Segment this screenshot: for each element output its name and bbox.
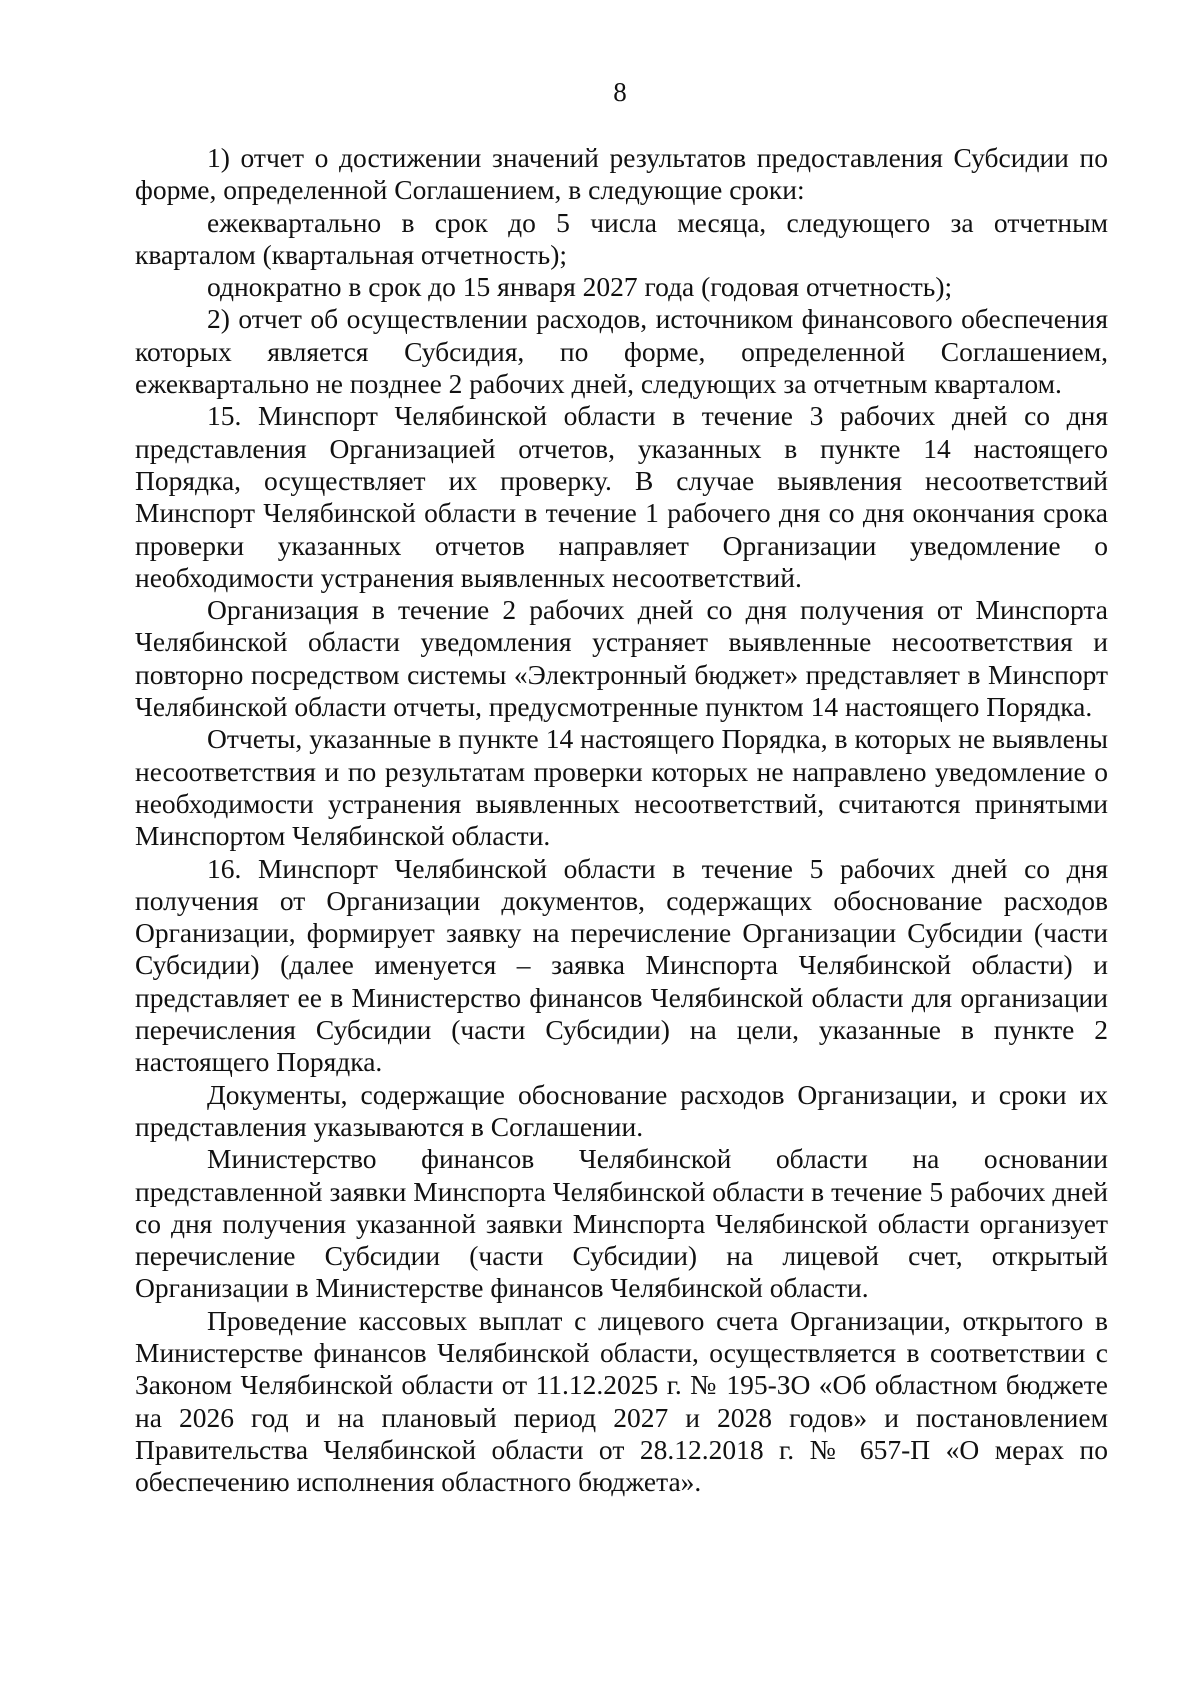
paragraph-clause-15: 15. Минспорт Челябинской области в течение 3 рабочих дней со дня представления Организацией отчетов, указанных в пункте 14 настоящего Порядка, осуществляет их проверку. В случае выявления несоответствий Минспорт Челябинской области в течение 1 рабочего дня со дня окончания срока проверки указанных отчетов направляет Организации уведомление о необходимости устранения выявленных несоответствий. xyxy=(135,400,1108,593)
document-body xyxy=(135,142,1108,1498)
paragraph-cash-payments: Проведение кассовых выплат с лицевого счета Организации, открытого в Министерстве финансов Челябинской области, осуществляется в соответствии с Законом Челябинской области от 11.12.2025 г. № 195-ЗО «Об областном бюджете на 2026 год и на плановый период 2027 и 2028 годов» и постановлением Правительства Челябинской области от 28.12.2018 г. № 657-П «О мерах по обеспечению исполнения областного бюджета». xyxy=(135,1304,1108,1498)
paragraph-reports-accepted: Отчеты, указанные в пункте 14 настоящего Порядка, в которых не выявлены несоответствия и по результатам проверки которых не направлено уведомление о необходимости устранения выявленных несоответствий, считаются принятыми Минспортом Челябинской области. xyxy=(135,723,1108,852)
paragraph-ministry-transfer: Министерство финансов Челябинской области на основании представленной заявки Минспорта Челябинской области в течение 5 рабочих дней со дня получения указанной заявки Минспорта Челябинской области организует перечисление Субсидии (части Субсидии) на лицевой счет, открытый Организации в Министерстве финансов Челябинской области. xyxy=(135,1143,1108,1304)
paragraph-supporting-documents: Документы, содержащие обоснование расходов Организации, и сроки их представления указываются в Соглашении. xyxy=(135,1078,1108,1142)
paragraph-clause-16: 16. Минспорт Челябинской области в течение 5 рабочих дней со дня получения от Организации документов, содержащих обоснование расходов Организации, формирует заявку на перечисление Организации Субсидии (части Субсидии) (далее именуется – заявка Минспорта Челябинской области) и представляет ее в Министерство финансов Челябинской области для организации перечисления Субсидии (части Субсидии) на цели, указанные в пункте 2 настоящего Порядка. xyxy=(135,852,1108,1078)
paragraph-report-results: 1) отчет о достижении значений результатов предоставления Субсидии по форме, определенной Соглашением, в следующие сроки: xyxy=(135,142,1108,206)
page-number: 8 xyxy=(613,77,627,107)
paragraph-quarterly-deadline: ежеквартально в срок до 5 числа месяца, следующего за отчетным кварталом (квартальная отчетность); xyxy=(135,206,1108,270)
paragraph-annual-deadline: однократно в срок до 15 января 2027 года (годовая отчетность); xyxy=(207,271,953,303)
paragraph-organization-corrections: Организация в течение 2 рабочих дней со дня получения от Минспорта Челябинской области уведомления устраняет выявленные несоответствия и повторно посредством системы «Электронный бюджет» представляет в Минспорт Челябинской области отчеты, предусмотренные пунктом 14 настоящего Порядка. xyxy=(135,594,1108,723)
paragraph-expense-report: 2) отчет об осуществлении расходов, источником финансового обеспечения которых является Субсидия, по форме, определенной Соглашением, ежеквартально не позднее 2 рабочих дней, следующих за отчетным кварталом. xyxy=(135,303,1108,400)
